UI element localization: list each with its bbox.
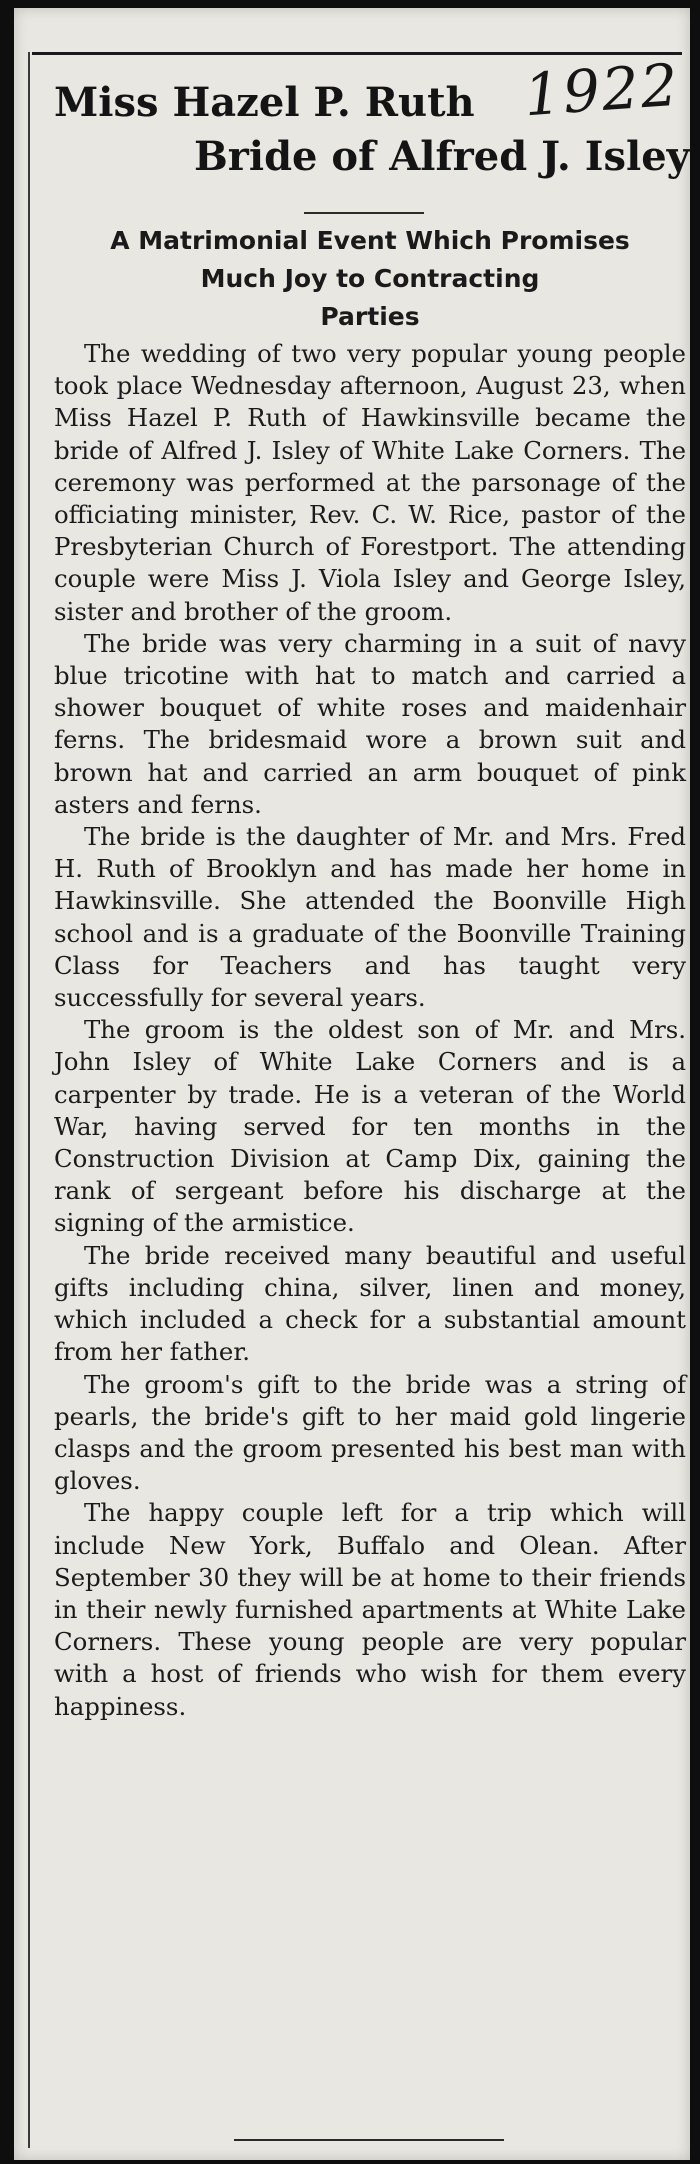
article-paragraph: The groom's gift to the bride was a string of pearls, the bride's gift to her maid gold lingerie clasps and the groom presented his best man with gloves. (54, 1369, 686, 1496)
article-paragraph: The wedding of two very popular young people took place Wednesday afternoon, August 23, when Miss Hazel P. Ruth of Hawkinsville became the bride of Alfred J. Isley of White Lake Corners. The ceremony was performed at the parsonage of the officiating minister, Rev. C. W. Rice, pastor of the Presbyterian Church of Forestport. The attending couple were Miss J. Viola Isley and George Isley, sister and brother of the groom. (54, 339, 686, 626)
headline-line-1: Miss Hazel P. Ruth (54, 79, 475, 126)
article-paragraph: The bride received many beautiful and useful gifts including china, silver, linen and money, which included a check for a substantial amount from her father. (54, 1240, 686, 1367)
headline (54, 76, 694, 184)
article-paragraph: The happy couple left for a trip which will include New York, Buffalo and Olean. After September 30 they will be at home to their friends in their newly furnished apartments at White Lake Corners. These young people are very popular with a host of friends who wish for them every happiness. (54, 1498, 686, 1721)
subheadline-line-3: Parties (320, 302, 420, 331)
left-column-rule (28, 52, 30, 2148)
article-paragraph: The groom is the oldest son of Mr. and Mrs. John Isley of White Lake Corners and is a carpenter by trade. He is a veteran of the World War, having served for ten months in the Construction Division at Camp Dix, gaining the rank of sergeant before his discharge at the signing of the armistice. (54, 1015, 686, 1238)
headline-divider (304, 212, 424, 214)
subheadline-line-2: Much Joy to Contracting (200, 264, 540, 293)
article-body (54, 338, 686, 1723)
newspaper-clipping (14, 8, 690, 2160)
handwritten-year: 1922 (521, 50, 682, 130)
article-paragraph: The bride is the daughter of Mr. and Mrs. Fred H. Ruth of Brooklyn and has made her home in Hawkinsville. She attended the Boonville High school and is a graduate of the Boonville Training Class for Teachers and has taught very successfully for several years. (54, 822, 686, 1013)
headline-line-2: Bride of Alfred J. Isley (194, 133, 690, 180)
subheadline (54, 222, 686, 336)
top-border-rule (32, 52, 682, 55)
article-paragraph: The bride was very charming in a suit of navy blue tricotine with hat to match and carried a shower bouquet of white roses and maidenhair ferns. The bridesmaid wore a brown suit and brown hat and carried an arm bouquet of pink asters and ferns. (54, 628, 686, 819)
subheadline-line-1: A Matrimonial Event Which Promises (110, 226, 630, 255)
end-divider (234, 2139, 504, 2141)
